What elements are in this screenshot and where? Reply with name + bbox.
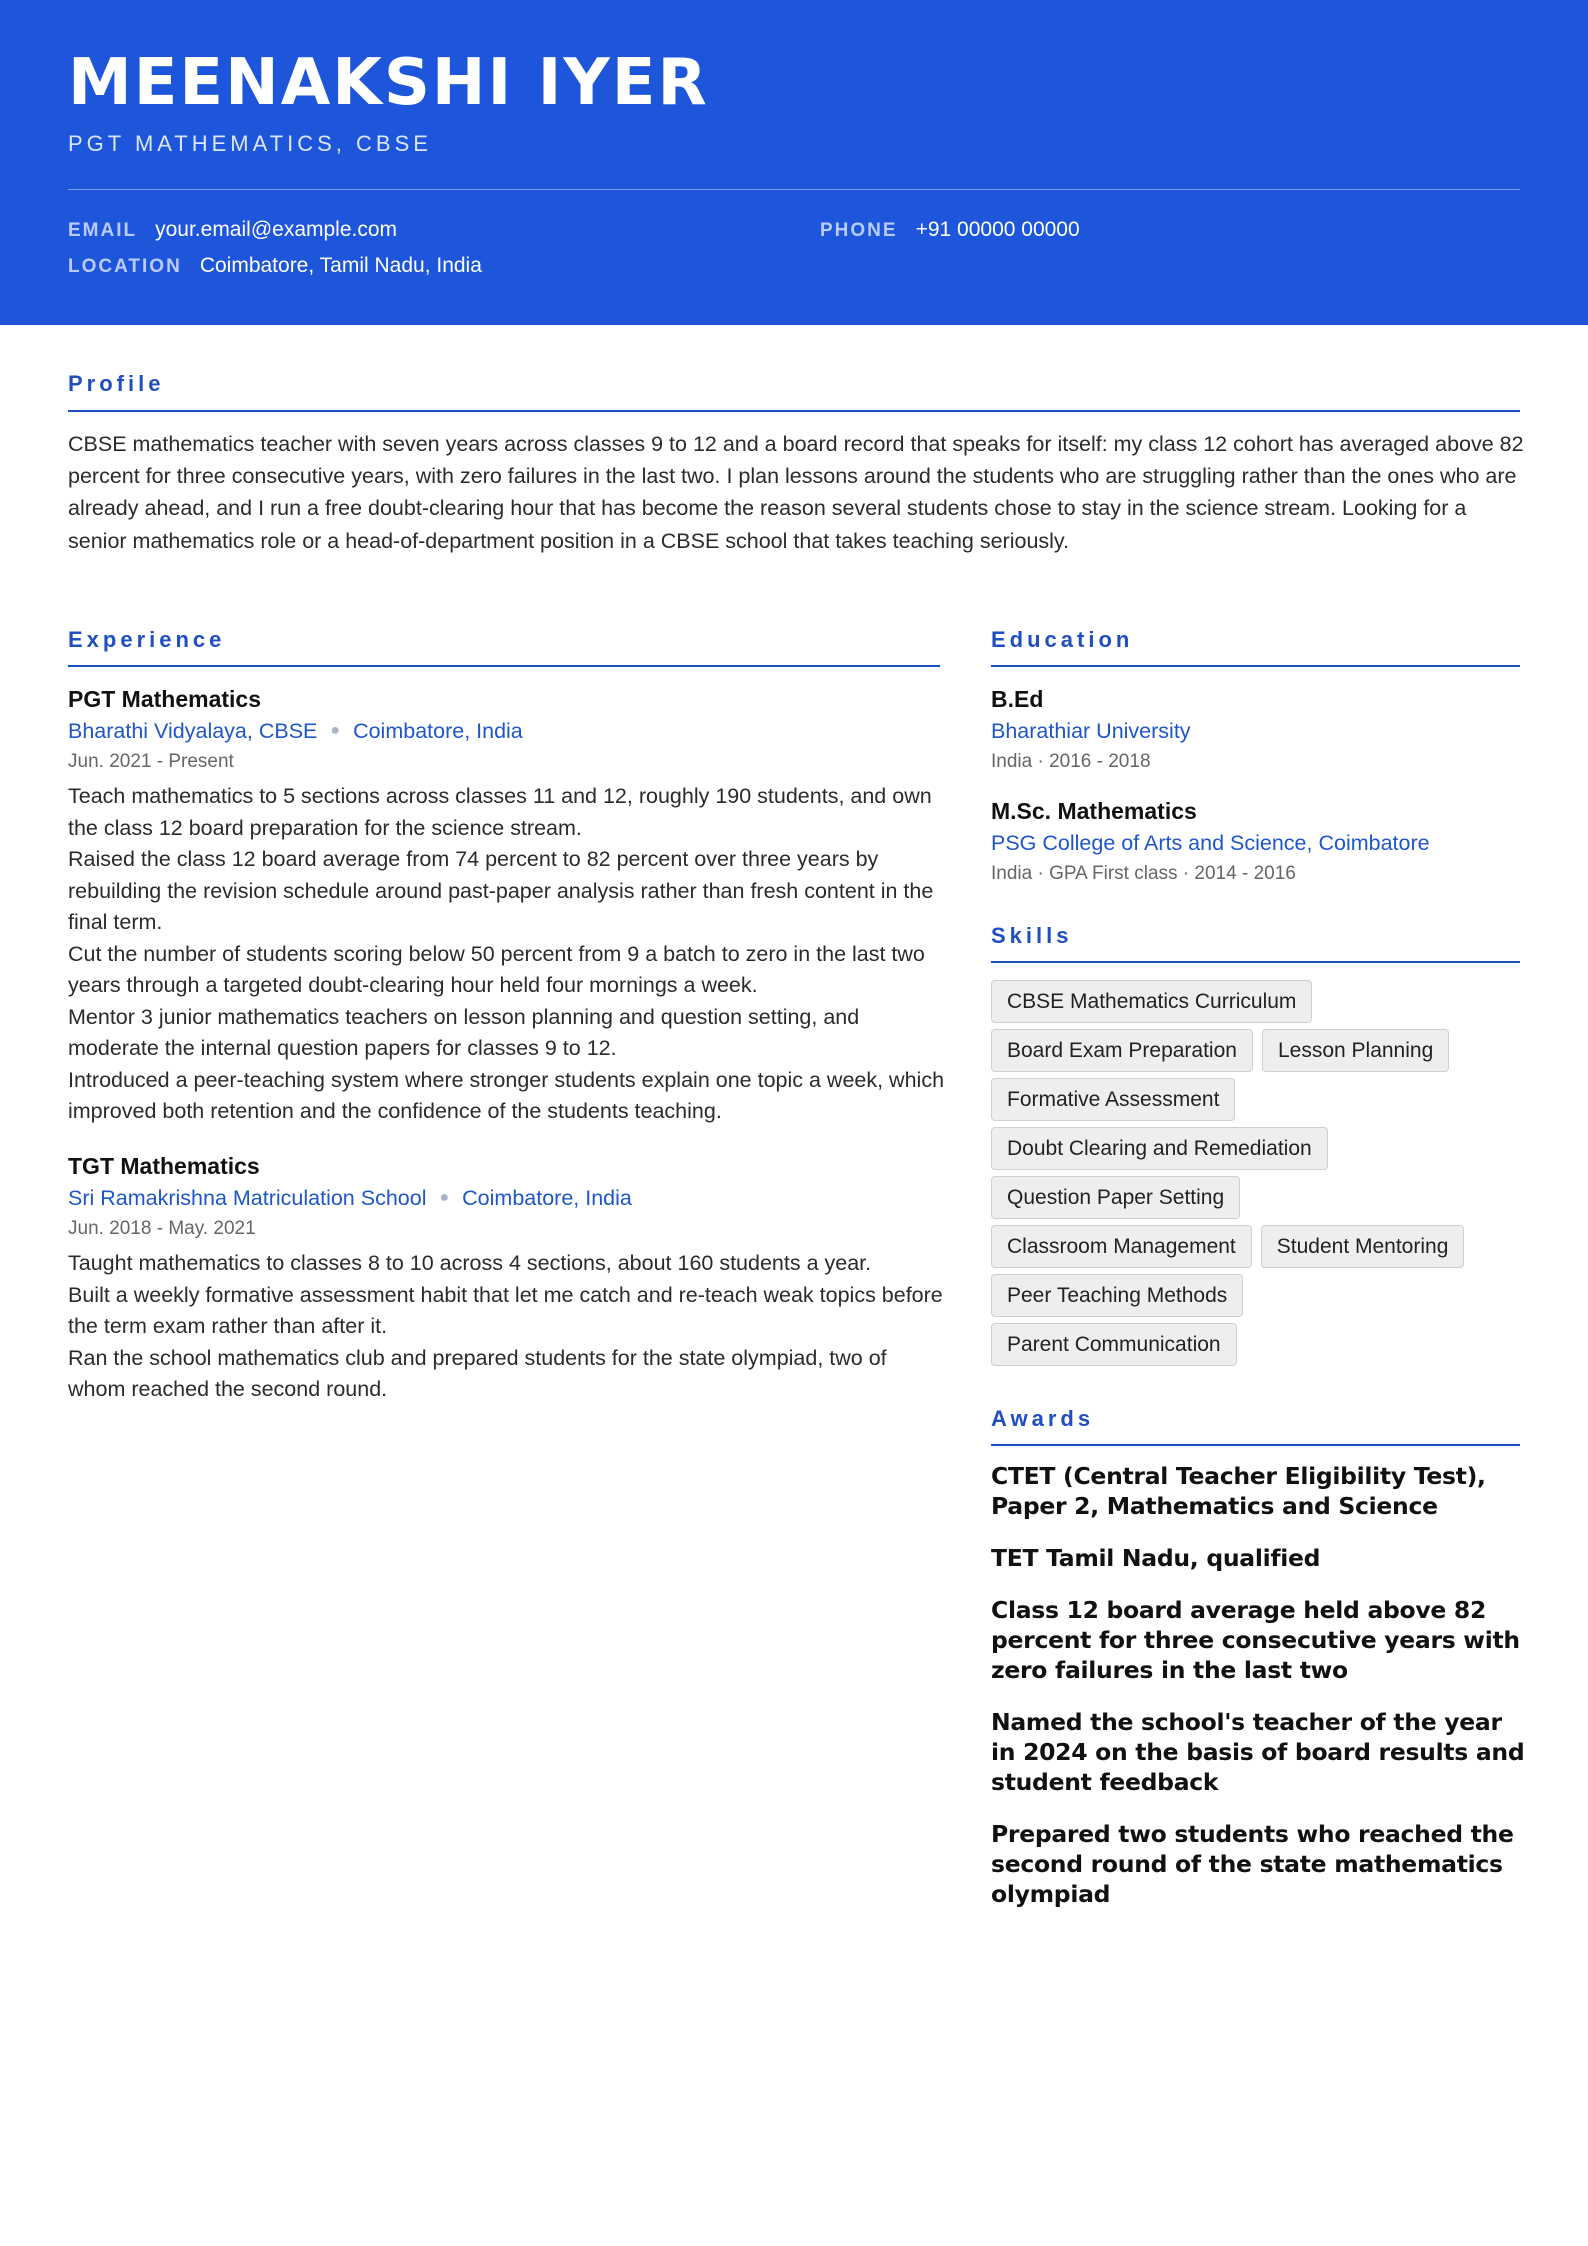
award-item: Named the school's teacher of the year in 2024 on the basis of board results and student feedback [991,1708,1525,1796]
skill-tag: CBSE Mathematics Curriculum [991,980,1312,1023]
job-bullet: Mentor 3 junior mathematics teachers on lesson planning and question setting, and moderate the internal question papers for classes 9 to 12. [68,1004,860,1060]
job-org-line [68,715,948,747]
skill-tag: Peer Teaching Methods [991,1274,1243,1317]
education-school: Bharathiar University [991,719,1191,743]
candidate-name: MEENAKSHI IYER [68,46,709,120]
job-dates: Jun. 2021 - Present [68,751,234,772]
job-bullet: Introduced a peer-teaching system where stronger students explain one topic a week, which improved both retention and the confidence of the students teaching. [68,1067,945,1123]
skill-tag: Board Exam Preparation [991,1029,1253,1072]
separator-dot-icon: ● [330,722,341,739]
skill-tag: Question Paper Setting [991,1176,1240,1219]
profile-divider [68,410,1520,412]
education-meta: India · GPA First class · 2014 - 2016 [991,863,1296,884]
job-entry [68,683,948,1128]
award-item: Prepared two students who reached the second round of the state mathematics olympiad [991,1820,1514,1908]
education-heading: Education [991,627,1134,652]
location-value: Coimbatore, Tamil Nadu, India [199,254,482,277]
skill-tag: Parent Communication [991,1323,1237,1366]
resume-header [0,0,1588,325]
skill-tag: Doubt Clearing and Remediation [991,1127,1328,1170]
job-location: Coimbatore, India [353,719,523,743]
header-divider [68,189,1520,190]
job-bullet: Cut the number of students scoring below 50 percent from 9 a batch to zero in the last two years through a targeted doubt-clearing hour held four mornings a week. [68,941,925,997]
skill-tag: Formative Assessment [991,1078,1235,1121]
job-bullets [68,1248,948,1406]
job-bullet: Raised the class 12 board average from 74 percent to 82 percent over three years by rebuilding the revision schedule around past-paper analysis rather than fresh content in the final term. [68,847,934,934]
education-entry [991,795,1531,889]
award-item: CTET (Central Teacher Eligibility Test), Paper 2, Mathematics and Science [991,1462,1486,1520]
job-title: TGT Mathematics [68,1153,260,1179]
contact-email [68,216,397,245]
job-organization: Sri Ramakrishna Matriculation School [68,1186,427,1210]
location-label: LOCATION [68,256,182,277]
skills-list [991,980,1531,1372]
job-bullets [68,781,948,1128]
contact-location [68,252,482,281]
awards-divider [991,1444,1520,1446]
award-item: TET Tamil Nadu, qualified [991,1544,1321,1572]
email-label: EMAIL [68,220,138,241]
profile-summary: CBSE mathematics teacher with seven years across classes 9 to 12 and a board record that speaks for itself: my class 12 cohort has averaged above 82 percent for three consecutive years, with zero failures in the last two. I plan lessons around the students who are struggling rather than the ones who are already ahead, and I run a free doubt-clearing hour that has become the reason several students chose to stay in the science stream. Looking for a senior mathematics role or a head-of-department position in a CBSE school that takes teaching seriously. [68,432,1524,553]
job-location: Coimbatore, India [462,1186,632,1210]
education-entry [991,683,1531,777]
education-degree: B.Ed [991,686,1044,712]
skills-heading: Skills [991,923,1073,948]
award-item: Class 12 board average held above 82 percent for three consecutive years with zero failures in the last two [991,1596,1520,1684]
education-school: PSG College of Arts and Science, Coimbatore [991,831,1430,855]
education-meta: India · 2016 - 2018 [991,751,1151,772]
experience-divider [68,665,940,667]
job-title: PGT Mathematics [68,686,261,712]
contact-phone [820,216,1080,245]
email-value[interactable]: your.email@example.com [155,218,398,241]
job-organization: Bharathi Vidyalaya, CBSE [68,719,318,743]
phone-label: PHONE [820,220,898,241]
separator-dot-icon: ● [439,1189,450,1206]
phone-value[interactable]: +91 00000 00000 [915,218,1080,241]
job-bullet: Ran the school mathematics club and prepared students for the state olympiad, two of whom reached the second round. [68,1345,887,1401]
job-bullet: Built a weekly formative assessment habit that let me catch and re-teach weak topics before the term exam rather than after it. [68,1282,943,1338]
skill-tag: Student Mentoring [1261,1225,1465,1268]
job-dates: Jun. 2018 - May. 2021 [68,1218,256,1239]
job-entry [68,1150,948,1406]
job-bullet: Taught mathematics to classes 8 to 10 across 4 sections, about 160 students a year. [68,1251,872,1275]
experience-heading: Experience [68,627,226,652]
job-org-line [68,1182,948,1214]
skills-divider [991,961,1520,963]
awards-list [991,1461,1531,1931]
skill-tag: Classroom Management [991,1225,1252,1268]
education-degree: M.Sc. Mathematics [991,798,1197,824]
skill-tag: Lesson Planning [1262,1029,1449,1072]
job-bullet: Teach mathematics to 5 sections across classes 11 and 12, roughly 190 students, and own the class 12 board preparation for the science stream. [68,784,932,840]
profile-heading: Profile [68,371,165,396]
education-divider [991,665,1520,667]
awards-heading: Awards [991,1406,1095,1431]
candidate-title: PGT MATHEMATICS, CBSE [68,131,432,156]
